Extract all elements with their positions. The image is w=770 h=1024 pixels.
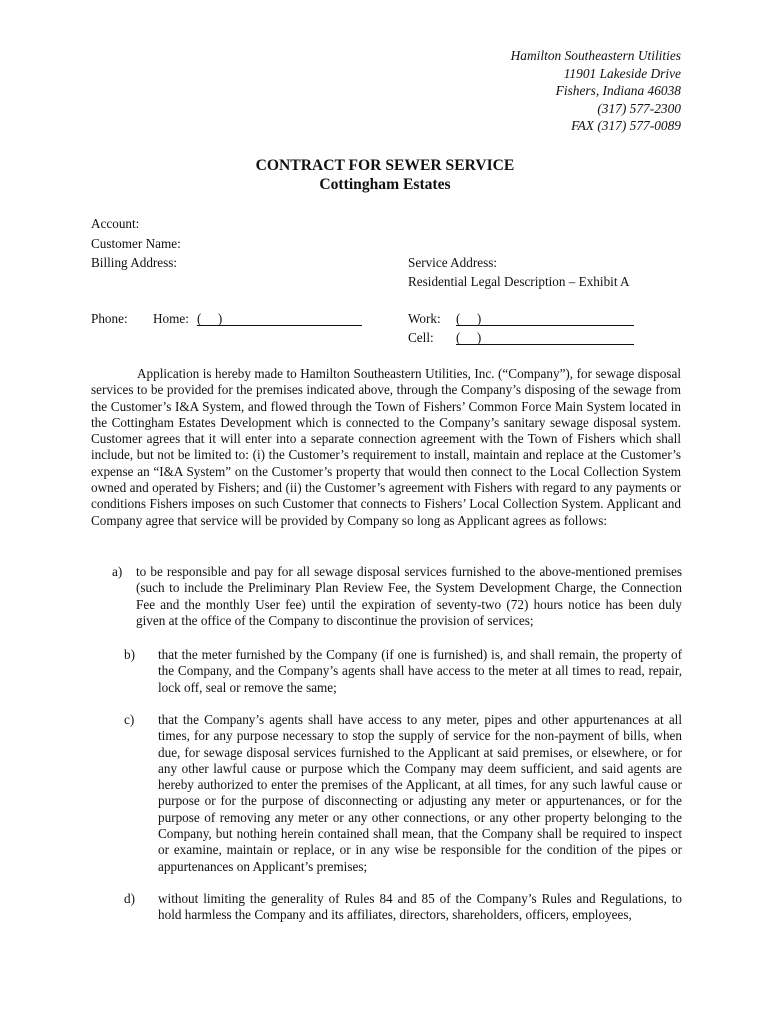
title-sub: Cottingham Estates xyxy=(319,176,451,193)
company-name: Hamilton Southeastern Utilities xyxy=(510,48,681,63)
company-fax: FAX (317) 577-0089 xyxy=(571,118,681,134)
item-marker: b) xyxy=(124,647,135,662)
item-marker: c) xyxy=(124,712,135,727)
phone-label: Phone: xyxy=(91,311,128,326)
service-address-label: Service Address: xyxy=(408,255,497,270)
cell-label: Cell: xyxy=(408,330,434,345)
customer-name-label: Customer Name: xyxy=(91,236,181,251)
item-text: that the meter furnished by the Company (if one is furnished) is, and shall remain, the property of the Company, and the Company’s agents shall have access to the meter at all times to read, repair, lock off, seal or remove the same; xyxy=(158,647,682,695)
work-phone-paren: ( ) xyxy=(456,311,482,326)
billing-address-label: Billing Address: xyxy=(91,255,178,270)
intro-paragraph xyxy=(91,366,681,529)
cell-phone-field[interactable] xyxy=(456,330,634,346)
item-marker: a) xyxy=(112,564,123,579)
cell-phone-paren: ( ) xyxy=(456,330,482,345)
home-phone-paren: ( ) xyxy=(197,311,223,326)
legal-description: Residential Legal Description – Exhibit A xyxy=(408,274,630,289)
work-label: Work: xyxy=(408,311,441,326)
title-main: CONTRACT FOR SEWER SERVICE xyxy=(255,157,515,174)
work-phone-field[interactable] xyxy=(456,311,634,327)
letterhead xyxy=(511,47,681,135)
item-text: that the Company’s agents shall have access to any meter, pipes and other appurtenances at all times, for any purpose necessary to stop the supply of service for the non-payment of bills, when due, for sewage disposal services furnished to the Applicant at said premises, or elsewhere, or for any other lawful cause or purpose which the Company may deem sufficient, and said agents are hereby authorized to enter the premises of the Applicant, at all times, for any such lawful cause or purpose or for the purpose of disconnecting or adjusting any meter or appurtenances, or for the purpose of removing any meter or any other connections, or any other property belonging to the Company, but nothing herein contained shall mean, that the Company shall be required to inspect or examine, maintain or replace, or in any wise be responsible for the condition of the pipes or appurtenances on Applicant’s premises; xyxy=(158,712,682,874)
company-street: 11901 Lakeside Drive xyxy=(563,65,681,81)
account-label: Account: xyxy=(91,216,140,231)
home-label: Home: xyxy=(153,311,189,326)
item-marker: d) xyxy=(124,891,135,906)
item-text: to be responsible and pay for all sewage disposal services furnished to the above-mentioned premises (such to include the Preliminary Plan Review Fee, the System Development Charge, the Connection Fee and the monthly User fee) until the expiration of seventy-two (72) hours notice has been duly given at the office of the Company to discontinue the provision of services; xyxy=(136,564,682,628)
item-text: without limiting the generality of Rules 84 and 85 of the Company’s Rules and Regulations, to hold harmless the Company and its affiliates, directors, shareholders, officers, employees, xyxy=(158,891,682,923)
company-city: Fishers, Indiana 46038 xyxy=(555,83,681,99)
company-phone: (317) 577-2300 xyxy=(597,100,681,116)
intro-text: Application is hereby made to Hamilton Southeastern Utilities, Inc. (“Company”), for sewage disposal services to be provided for the premises indicated above, through the Company’s disposing of the sewage from the Customer’s I&A System, and flowed through the Town of Fishers’ Common Force Main System located in the Cottingham Estates Development which is connected to the Company’s sanitary sewage disposal system. Customer agrees that it will enter into a separate connection agreement with the Town of Fishers which shall include, but not be limited to: (i) the Customer’s requirement to install, maintain and replace at the Customer’s expense an “I&A System” on the Customer’s property that would then connect to the Local Collection System owned and operated by Fishers; and (ii) the Customer’s agreement with Fishers with regard to any payments or conditions Fishers imposes on such Customer that connects to Fishers’ Local Collection System. Applicant and Company agree that service will be provided by Company so long as Applicant agrees as follows: xyxy=(91,366,681,528)
document-title xyxy=(0,156,770,194)
home-phone-field[interactable] xyxy=(197,311,362,327)
